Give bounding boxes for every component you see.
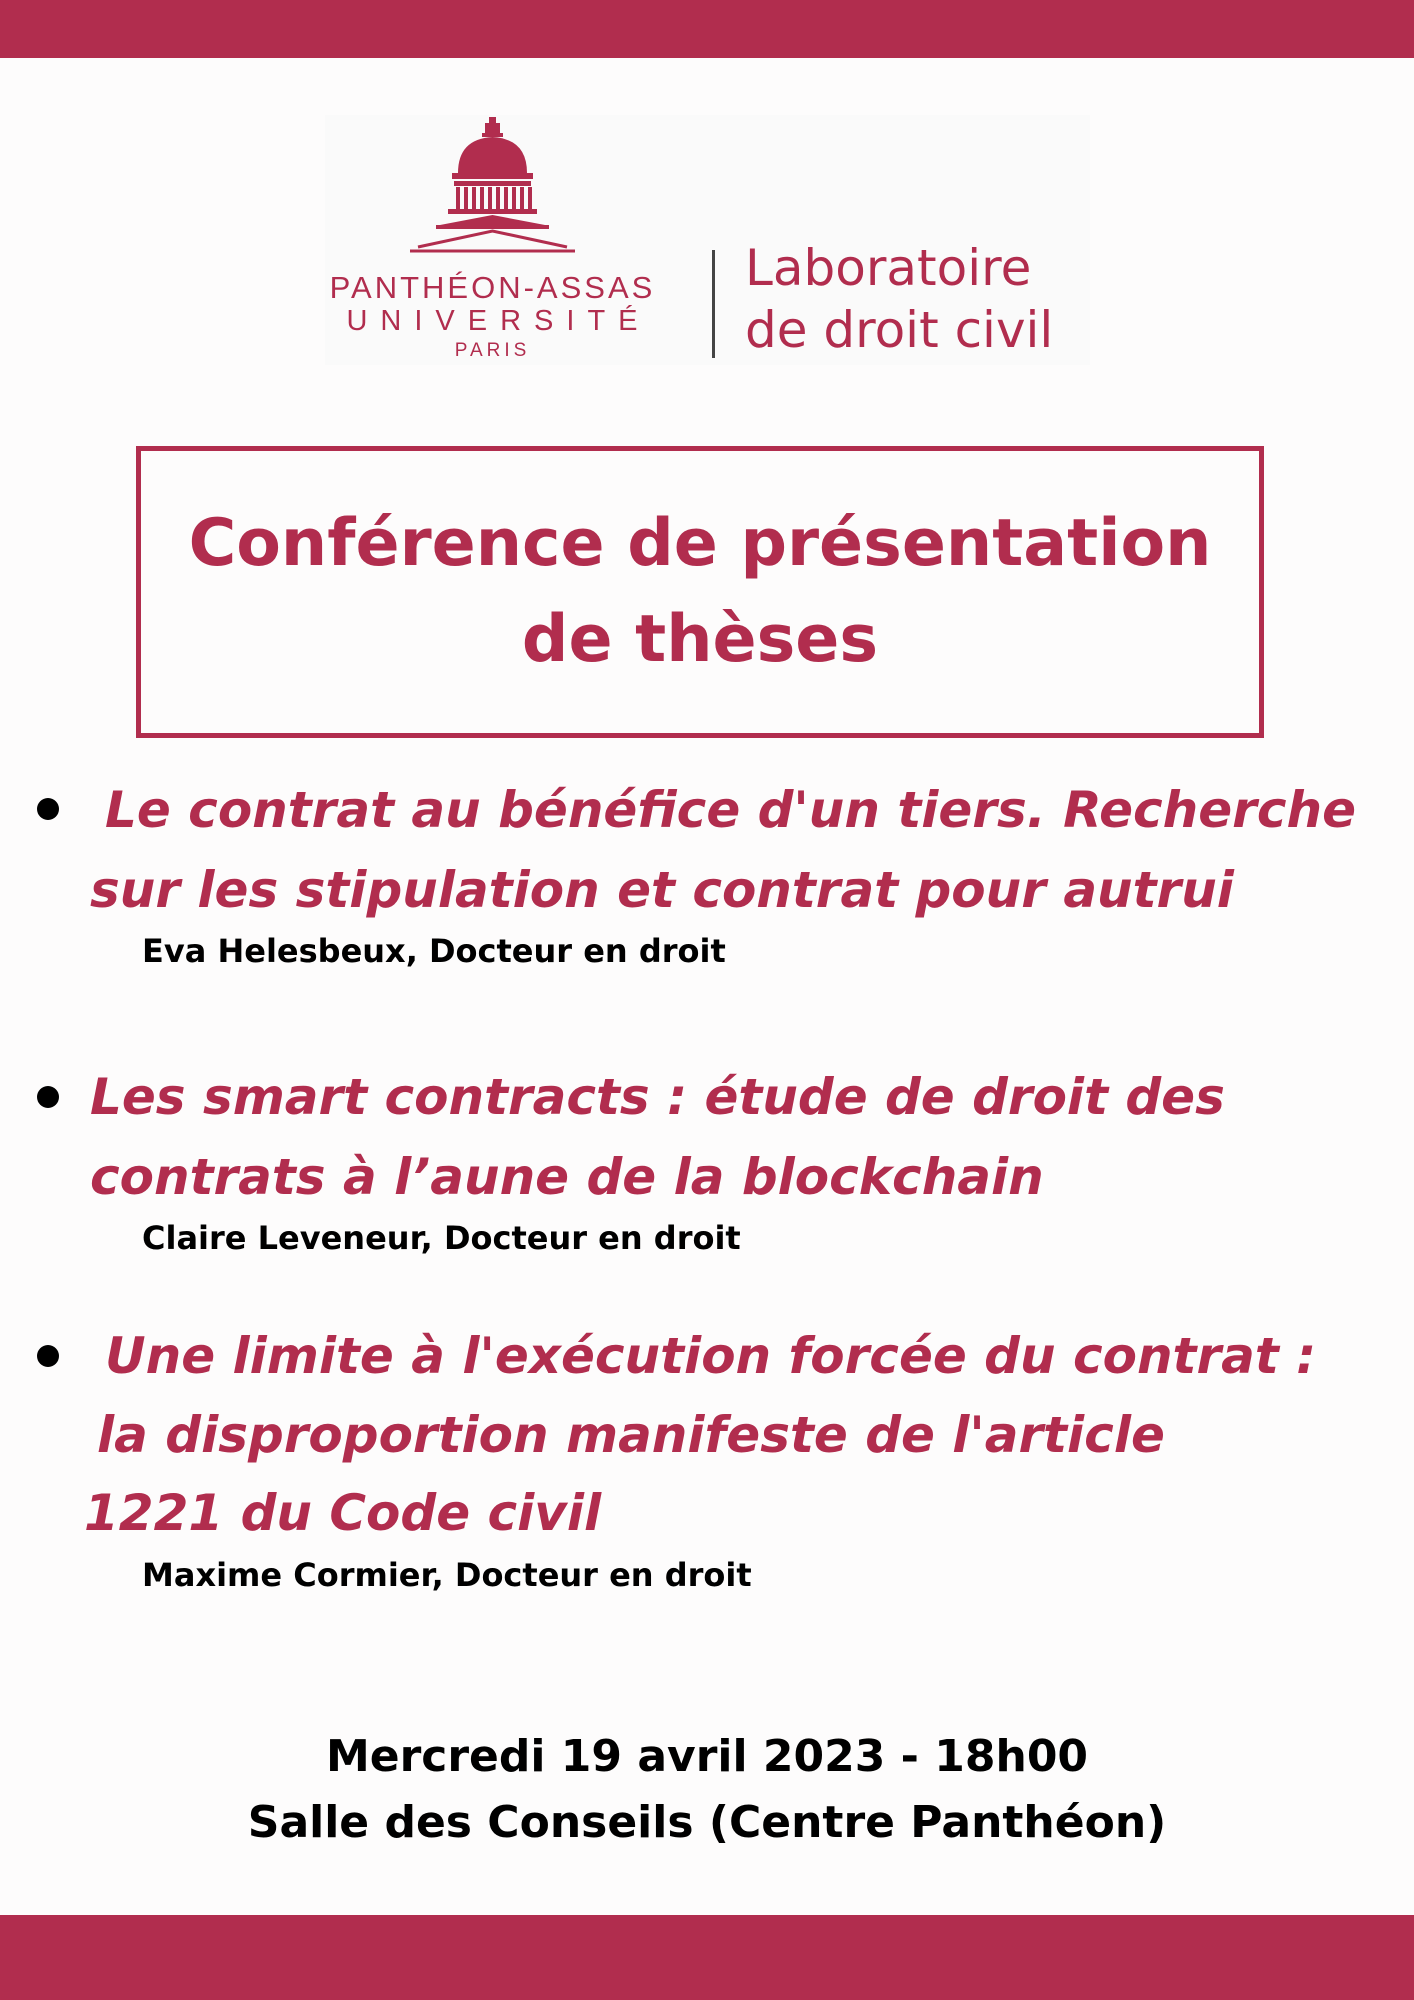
university-name-line2: UNIVERSITÉ xyxy=(346,305,651,337)
bottom-band xyxy=(0,1915,1414,2000)
university-name-line1: PANTHÉON-ASSAS xyxy=(329,270,656,305)
event-date: Mercredi 19 avril 2023 - 18h00 xyxy=(325,1731,1089,1782)
talk-speaker: Eva Helesbeux, Docteur en droit xyxy=(142,932,726,970)
pantheon-dome-logo xyxy=(410,115,575,265)
lab-name-line1: Laboratoire xyxy=(745,239,1032,297)
lab-name xyxy=(745,237,1053,361)
talk-title-line: la disproportion manifeste de l'article xyxy=(97,1406,1165,1464)
event-location: Salle des Conseils (Centre Panthéon) xyxy=(247,1797,1167,1848)
talk-title-line: Le contrat au bénéfice d'un tiers. Recherche xyxy=(105,781,1356,839)
bullet-icon xyxy=(37,1086,59,1108)
talk-title-line: sur les stipulation et contrat pour autrui xyxy=(90,861,1234,919)
university-city: PARIS xyxy=(454,340,531,361)
logo-divider xyxy=(712,250,715,358)
title-box xyxy=(136,446,1264,738)
talk-title-line: Les smart contracts : étude de droit des xyxy=(90,1068,1225,1126)
talk-speaker: Claire Leveneur, Docteur en droit xyxy=(142,1219,741,1257)
page-title-line2: de thèses xyxy=(521,602,879,677)
bullet-icon xyxy=(37,798,59,820)
page-title-line1: Conférence de présentation xyxy=(188,506,1212,581)
talk-title-line: Une limite à l'exécution forcée du contrat : xyxy=(105,1327,1317,1385)
talk-speaker: Maxime Cormier, Docteur en droit xyxy=(142,1556,752,1594)
page-title xyxy=(189,496,1212,688)
logo-block xyxy=(325,115,1090,365)
bullet-icon xyxy=(37,1345,59,1367)
talk-title-line: 1221 du Code civil xyxy=(84,1484,602,1542)
talk-title-line: contrats à l’aune de la blockchain xyxy=(90,1148,1044,1206)
lab-name-line2: de droit civil xyxy=(745,301,1054,359)
top-band xyxy=(0,0,1414,58)
